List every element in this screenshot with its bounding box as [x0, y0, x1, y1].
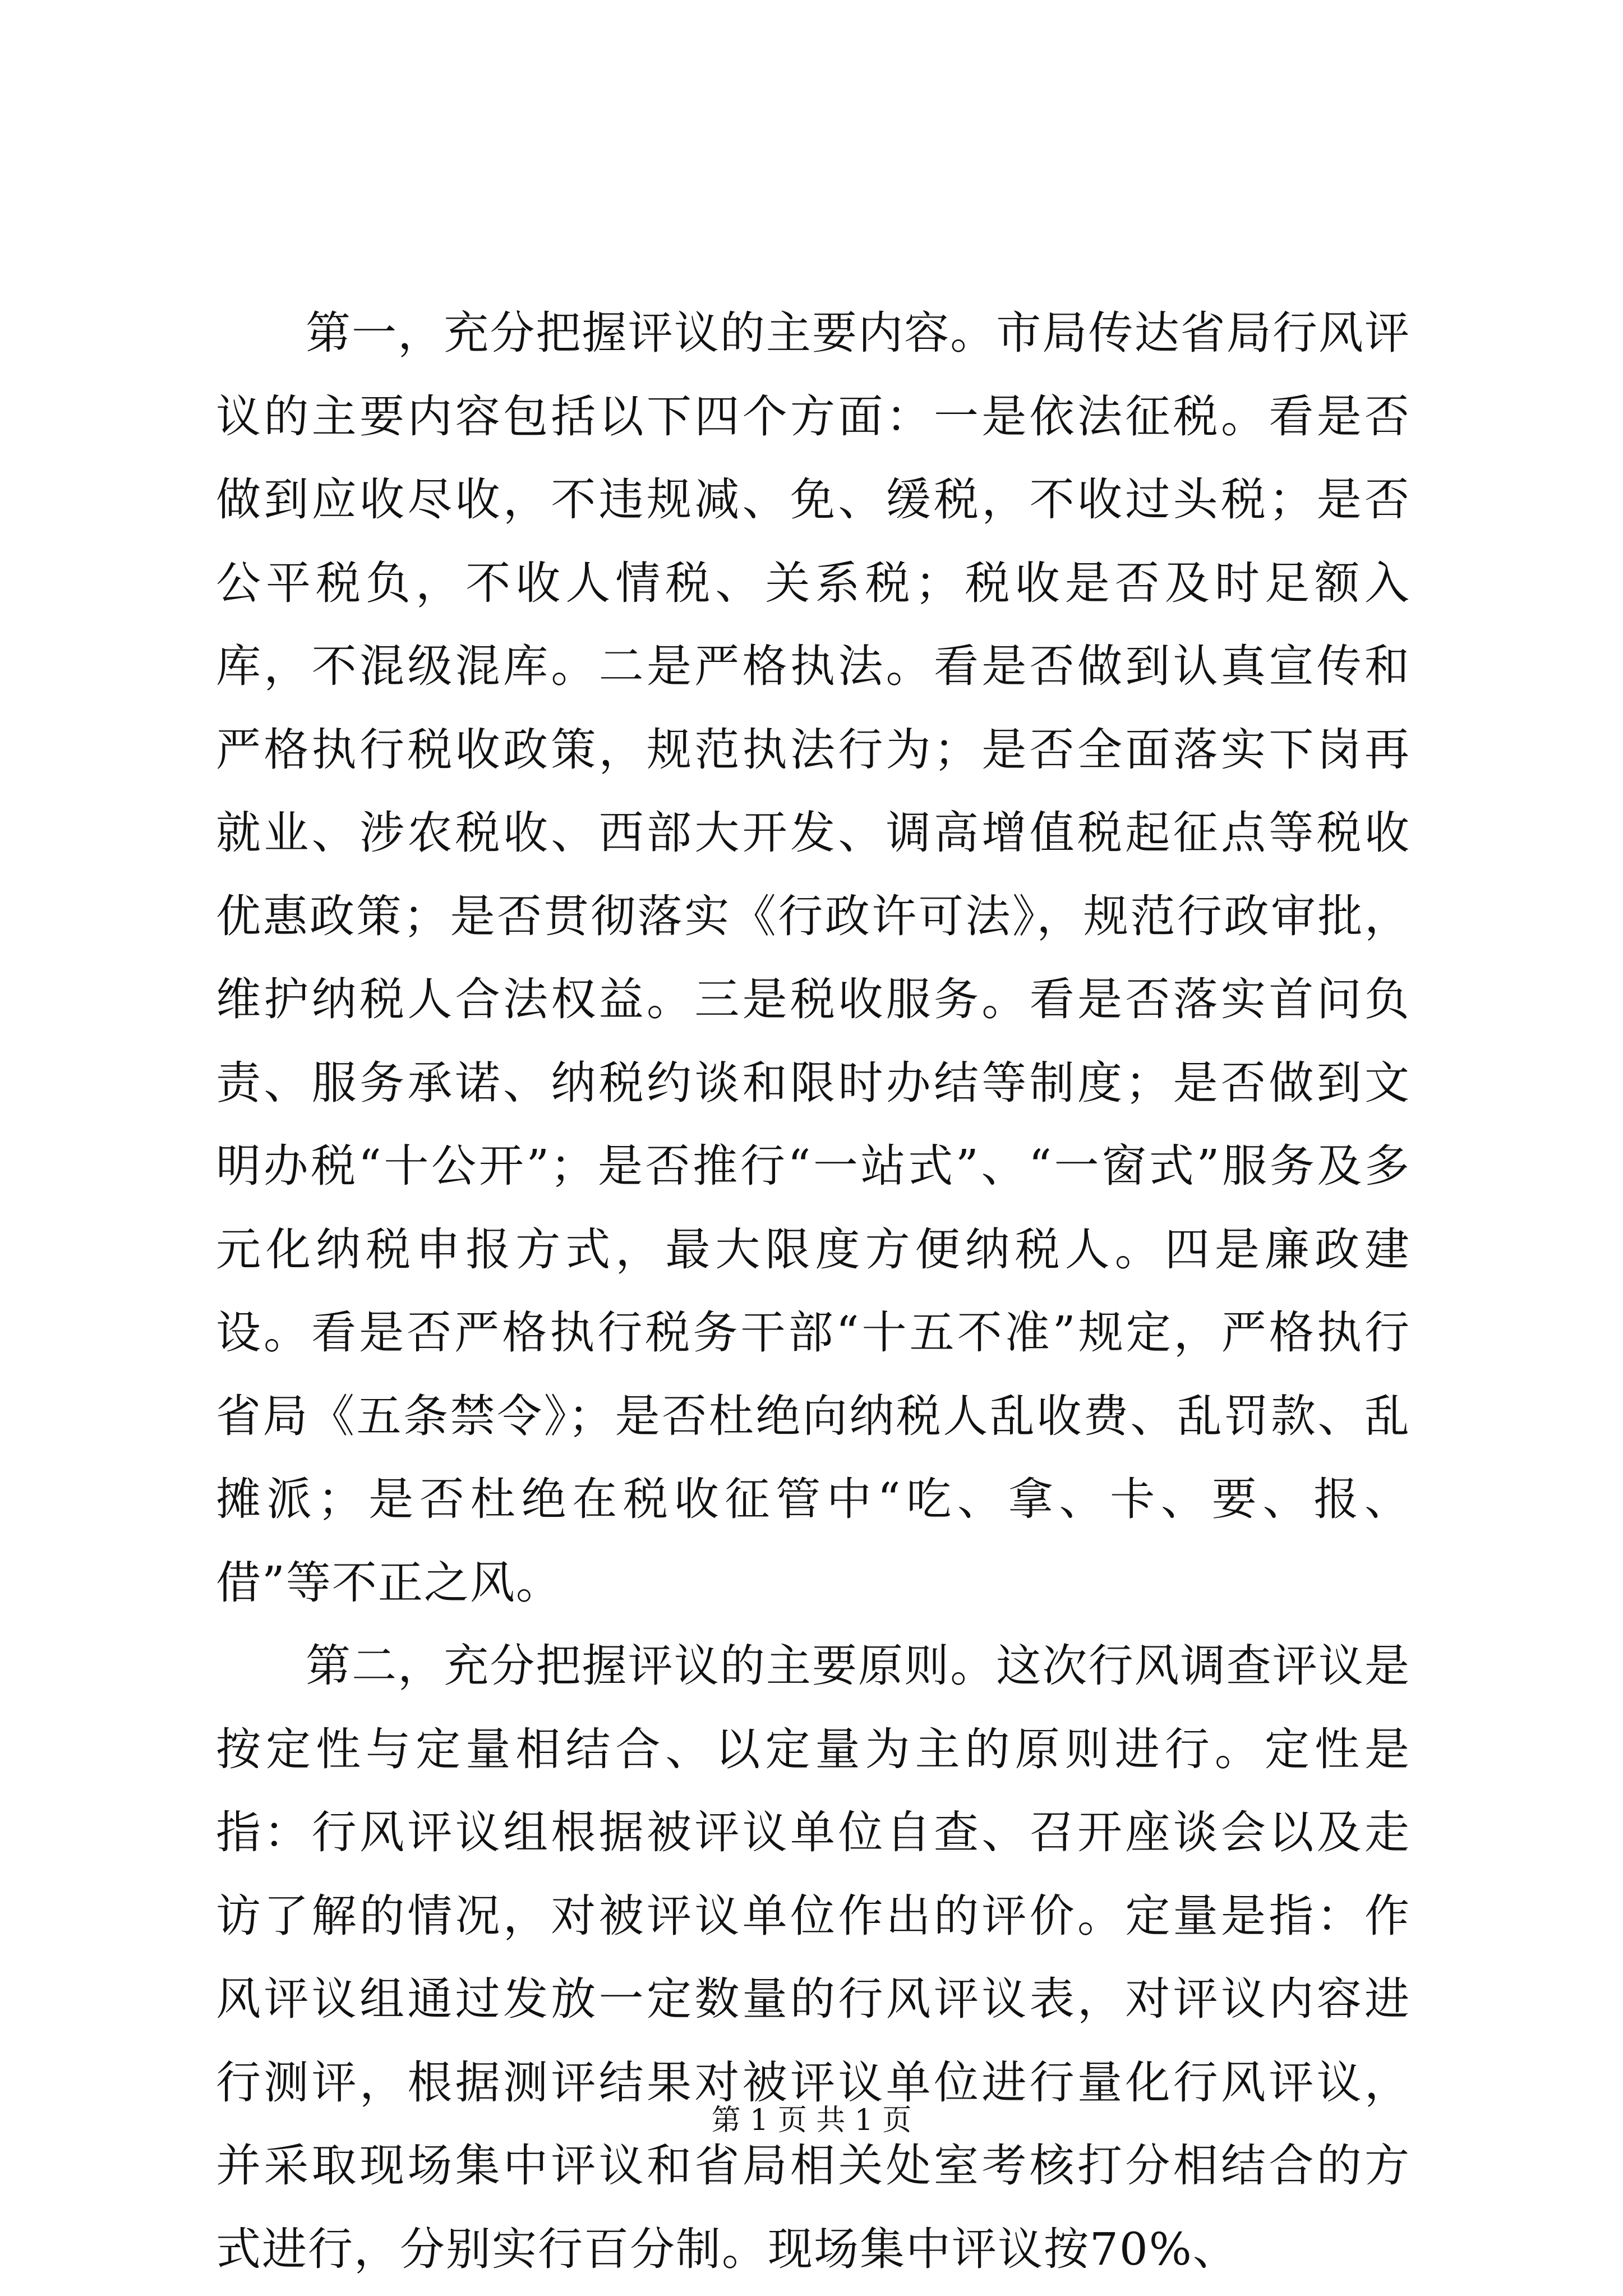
document-body	[216, 292, 1410, 2291]
paragraph-1: 第一，充分把握评议的主要内容。市局传达省局行风评议的主要内容包括以下四个方面：一是依法征税。看是否做到应收尽收，不违规减、免、缓税，不收过头税；是否公平税负，不收人情税、关系税；税收是否及时足额入库，不混级混库。二是严格执法。看是否做到认真宣传和严格执行税收政策，规范执法行为；是否全面落实下岗再就业、涉农税收、西部大开发、调高增值税起征点等税收优惠政策；是否贯彻落实《行政许可法》，规范行政审批，维护纳税人合法权益。三是税收服务。看是否落实首问负责、服务承诺、纳税约谈和限时办结等制度；是否做到文明办税“十公开”；是否推行“一站式”、“一窗式”服务及多元化纳税申报方式，最大限度方便纳税人。四是廉政建设。看是否严格执行税务干部“十五不准”规定，严格执行省局《五条禁令》；是否杜绝向纳税人乱收费、乱罚款、乱摊派；是否杜绝在税收征管中“吃、拿、卡、要、报、借”等不正之风。	[216, 307, 1410, 1609]
page-footer: 第 1 页 共 1 页	[711, 2104, 912, 2137]
paragraph-2: 第二，充分把握评议的主要原则。这次行风调查评议是按定性与定量相结合、以定量为主的原则进行。定性是指：行风评议组根据被评议单位自查、召开座谈会以及走访了解的情况，对被评议单位作出的评价。定量是指：作风评议组通过发放一定数量的行风评议表，对评议内容进行测评，根据测评结果对被评议单位进行量化行风评议，并采取现场集中评议和省局相关处室考核打分相结合的方式进行，分别实行百分制。现场集中评议按70%、	[216, 1640, 1410, 2275]
